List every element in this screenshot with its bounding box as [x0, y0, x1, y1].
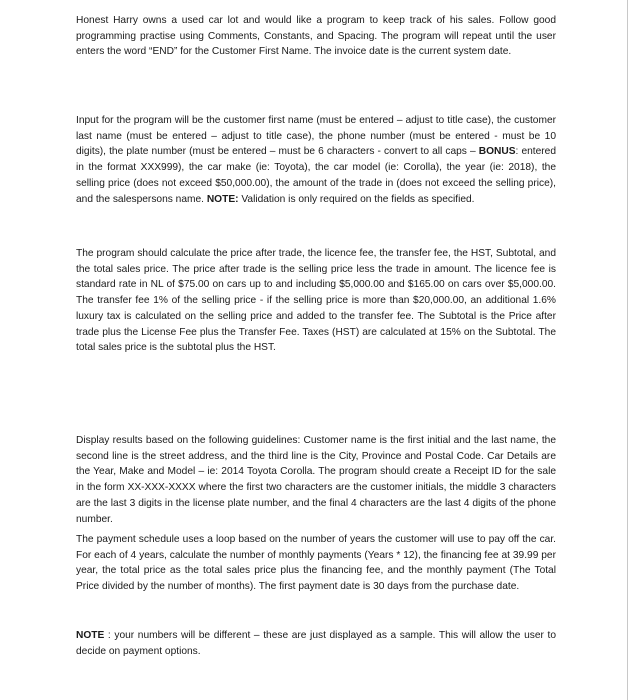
- paragraph-text: Display results based on the following guidelines: Customer name is the first initial and the last name, the second line is the street address, and the third line is the City, Province and Postal Code. Car Details are the Year, Make and Model – ie: 2014 Toyota Corolla. The program should create a Receipt ID for the sale in the form XX-XXX-XXXX where the first two characters are the customer initials, the middle 3 characters are the last 3 digits in the license plate number, and the final 4 characters are the last 4 digits of the phone number.: [76, 435, 556, 525]
- paragraph-calculations: [76, 246, 556, 356]
- paragraph-text: Validation is only required on the fields as specified.: [238, 193, 475, 205]
- paragraph-text: : your numbers will be different – these are just displayed as a sample. This will allow the user to decide on payment options.: [76, 630, 556, 657]
- paragraph-text: Input for the program will be the customer first name (must be entered – adjust to title case), the customer last name (must be entered – adjust to title case), the phone number (must be entered - must be 10 digits), the plate number (must be entered – must be 6 characters - convert to all caps –: [76, 115, 556, 158]
- paragraph-program-input: [76, 113, 556, 207]
- paragraph-text: Honest Harry owns a used car lot and would like a program to keep track of his sales. Follow good programming practise using Comments, Constants, and Spacing. The program will repeat until the user enters the word “END” for the Customer First Name. The invoice date is the current system date.: [76, 15, 556, 58]
- paragraph-payment-schedule: [76, 532, 556, 595]
- paragraph-note: [76, 628, 556, 659]
- bonus-label: BONUS: [478, 146, 516, 158]
- paragraph-text: : entered in the format XXX999), the car make (ie: Toyota), the car model (ie: Corolla), the year (ie: 2018), the selling price (does not exceed $50,000.00), the amount of the trade in (does not exceed the selling price), and the salespersons name.: [76, 146, 557, 205]
- note-label: NOTE: [76, 630, 105, 641]
- paragraph-display-results: [76, 433, 556, 527]
- page-edge-divider: [627, 0, 628, 700]
- note-label: NOTE:: [206, 193, 239, 205]
- paragraph-text: The program should calculate the price after trade, the licence fee, the transfer fee, the HST, Subtotal, and the total sales price. The price after trade is the selling price less the trade in amount. The licence fee is standard rate in NL of $75.00 on cars up to and including $5,000.00 and $165.00 on cars over $5,000.00. The transfer fee 1% of the selling price - if the selling price is more than $20,000.00, an additional 1.6% luxury tax is calculated on the selling price and added to the transfer fee. The Subtotal is the Price after trade plus the License Fee plus the Transfer Fee. Taxes (HST) are calculated at 15% on the Subtotal. The total sales price is the subtotal plus the HST.: [76, 248, 556, 354]
- paragraph-text: The payment schedule uses a loop based on the number of years the customer will use to pay off the car. For each of 4 years, calculate the number of monthly payments (Years * 12), the financing fee at 39.99 per year, the total price as the total sales price plus the financing fee, and the monthly payment (The Total Price divided by the number of months). The first payment date is 30 days from the purchase date.: [76, 534, 556, 593]
- paragraph-program-overview: [76, 13, 556, 60]
